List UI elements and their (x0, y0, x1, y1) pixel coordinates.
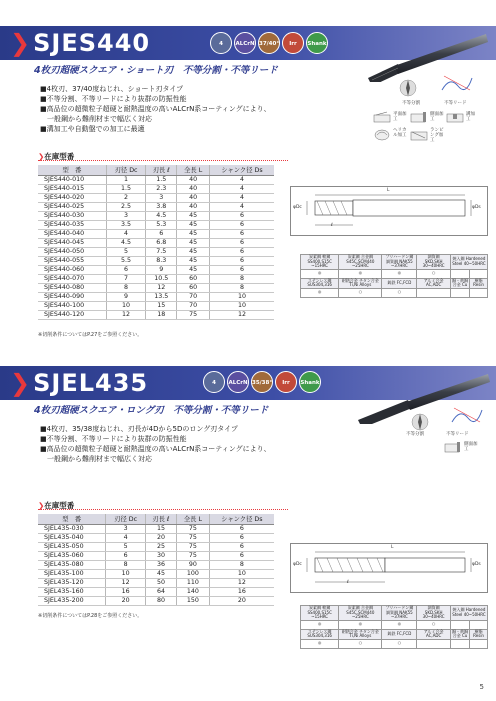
table-cell: 75 (177, 542, 210, 551)
table-cell: 50 (145, 578, 176, 587)
section2-stock-title: ❯在庫型番 (38, 501, 75, 510)
table-cell: 70 (177, 301, 210, 310)
table-row (38, 229, 274, 238)
unequal-division-icon-2 (410, 412, 430, 432)
table-cell: 6 (209, 265, 274, 274)
part-number-cell: SJES440-080 (38, 283, 106, 292)
part-number-cell: SJES440-025 (38, 202, 106, 211)
badge2-flutes: 4 (203, 371, 225, 393)
part-number-cell: SJES440-090 (38, 292, 106, 301)
table-cell: 4.5 (106, 238, 145, 247)
table-cell: 20 (145, 533, 176, 542)
table-cell: 100 (177, 569, 210, 578)
table-cell: 10 (209, 292, 274, 301)
table-cell: 3.5 (106, 220, 145, 229)
badge2-shank: Shank (299, 371, 321, 393)
table-cell: 70 (177, 292, 210, 301)
process-face: 平面加工 (393, 112, 407, 122)
table-header-cell: 刃長 ℓ (145, 514, 176, 524)
table-cell: 6 (209, 524, 274, 533)
section2-subtitle: 4枚刃超硬スクエア・ロング刃 不等分割・不等リード (34, 405, 269, 416)
table-cell: 6.8 (146, 238, 177, 247)
part-number-cell: SJES440-010 (38, 175, 106, 184)
section1-material-table: 炭素鋼 軟鋼 SS400,S15C ~15HRC 炭素鋼 合金鋼 S45C,SCM440 ~25HRC プリハードン鋼 調質鋼 NAK55 ~37HRC 調質鋼 SKD,SKH 30~40HRC 焼入鋼 Hardened Steel 40~50HRC ◎ ◎ ◎ ○ ステンレス鋼 SUS304,316 耐熱合金 チタン合金 Ti,Ni Alloys 鋳鉄 FC,FCD アルミ合金 AC,ADC 銅・黄銅合金 Cu 樹脂 Resin ◎ ○ ○ (300, 254, 488, 298)
table-cell: 45 (177, 220, 210, 229)
part-number-cell: SJES440-060 (38, 265, 106, 274)
section2-dimension-drawing (290, 543, 488, 593)
table-cell: 110 (177, 578, 210, 587)
table-cell: 25 (145, 542, 176, 551)
part-number-cell: SJES440-120 (38, 310, 106, 319)
section1-dimension-drawing (290, 186, 488, 236)
table-cell: 5 (106, 542, 145, 551)
table-row (38, 175, 274, 184)
badge-helix: 37/40° (258, 32, 280, 54)
process-slot: 溝加工 (466, 112, 475, 122)
table-cell: 8 (106, 283, 145, 292)
face-milling-icon (373, 111, 391, 123)
table-row (38, 202, 274, 211)
table-row (38, 310, 274, 319)
table-header-cell: シャンク径 Ds (209, 165, 274, 175)
table-cell: 40 (177, 175, 210, 184)
badge-shank: Shank (306, 32, 328, 54)
table-cell: 3 (146, 193, 177, 202)
fig-label-division: 不等分割 (402, 101, 420, 106)
part-number-cell: SJES440-070 (38, 274, 106, 283)
table-row (38, 301, 274, 310)
side-milling-icon-2 (444, 441, 462, 453)
slotting-icon (446, 111, 464, 123)
dim2-flute-length: ℓ (347, 580, 349, 585)
table-header-cell: 刃径 Dc (106, 514, 145, 524)
part-number-cell: SJES440-055 (38, 256, 106, 265)
table-cell: 4 (106, 229, 145, 238)
table-cell: 12 (209, 578, 274, 587)
table-cell: 4 (209, 193, 274, 202)
table-cell: 10 (209, 301, 274, 310)
section2-code: ❯SJEL435 (10, 369, 149, 397)
table-cell: 6 (106, 551, 145, 560)
table-cell: 140 (177, 587, 210, 596)
table-cell: 15 (146, 301, 177, 310)
section1-spec-table (38, 165, 274, 320)
table-cell: 90 (177, 560, 210, 569)
table-cell: 3 (106, 524, 145, 533)
table-cell: 7 (106, 274, 145, 283)
table-cell: 6 (209, 229, 274, 238)
table-cell: 6 (209, 247, 274, 256)
table-header-cell: 刃径 Dc (106, 165, 145, 175)
section1-subtitle: 4枚刃超硬スクエア・ショート刃 不等分割・不等リード (34, 65, 278, 76)
section2-features: ■4枚刃、35/38度ねじれ、刃長が4Dから5Dのロング刃タイプ ■不等分割、不等リードにより抜群の防振性能 ■高品位の超微粒子超硬と耐熱温度の高いALCrN系コーティングにより、 一般鋼から難削材まで幅広く対応 (40, 425, 271, 463)
dim-flute-length: ℓ (331, 223, 333, 228)
badge-coating: ALCrN (234, 32, 256, 54)
badge2-helix: 35/38° (251, 371, 273, 393)
table-cell: 6 (209, 220, 274, 229)
table-row (38, 211, 274, 220)
table-cell: 6 (146, 229, 177, 238)
part-number-cell: SJEL435-200 (38, 596, 106, 605)
dim2-overall-length: L (391, 545, 394, 550)
unequal-lead-icon-2 (450, 404, 484, 426)
table-row (38, 551, 274, 560)
side-milling-icon (410, 111, 428, 123)
table-cell: 10 (106, 301, 145, 310)
part-number-cell: SJES440-020 (38, 193, 106, 202)
section1-code: ❯SJES440 (10, 29, 151, 57)
table-cell: 45 (177, 229, 210, 238)
table-cell: 2.3 (146, 184, 177, 193)
table-cell: 12 (106, 578, 145, 587)
dim-overall-length: L (387, 188, 390, 193)
table-row (38, 283, 274, 292)
process-side: 側面加工 (430, 112, 444, 122)
table-cell: 40 (177, 202, 210, 211)
table-cell: 6 (209, 211, 274, 220)
table-cell: 5.3 (146, 220, 177, 229)
table-cell: 8 (209, 560, 274, 569)
part-number-cell: SJES440-045 (38, 238, 106, 247)
table-header-cell: 全長 L (177, 514, 210, 524)
table-header-cell: 型 番 (38, 514, 106, 524)
table-cell: 10 (106, 569, 145, 578)
table-cell: 2.5 (106, 202, 145, 211)
table-cell: 45 (177, 238, 210, 247)
section2-material-table: 炭素鋼 軟鋼 SS400,S15C ~15HRC 炭素鋼 合金鋼 S45C,SCM440 ~25HRC プリハードン鋼 調質鋼 NAK55 ~37HRC 調質鋼 SKD,SKH 30~40HRC 焼入鋼 Hardened Steel 40~50HRC ◎ ◎ ◎ ○ ステンレス鋼 SUS304,316 耐熱合金 チタン合金 Ti,Ni Alloys 鋳鉄 FC,FCD アルミ合金 AC,ADC 銅・黄銅合金 Cu 樹脂 Resin ◎ ○ ○ (300, 605, 488, 649)
table-header-cell: 型 番 (38, 165, 106, 175)
table-header-cell: 刃長 ℓ (146, 165, 177, 175)
table-row (38, 256, 274, 265)
table-cell: 40 (177, 184, 210, 193)
section1-note: ※切削条件についてはP.27をご参照ください。 (38, 332, 143, 338)
fig2-label-lead: 不等リード (446, 432, 469, 437)
unequal-division-icon (398, 78, 418, 98)
dim-cutting-diameter: φDc (293, 205, 302, 210)
table-cell: 20 (209, 596, 274, 605)
table-cell: 75 (177, 551, 210, 560)
table-row (38, 238, 274, 247)
table-cell: 8.3 (146, 256, 177, 265)
section1-stock-title: ❯在庫型番 (38, 152, 75, 161)
table-cell: 5.5 (106, 256, 145, 265)
table-header-cell: 全長 L (177, 165, 210, 175)
table-cell: 9 (146, 265, 177, 274)
table-cell: 30 (145, 551, 176, 560)
table-cell: 4 (209, 175, 274, 184)
process-ramping: ランピング加工 (430, 128, 444, 143)
table-row (38, 560, 274, 569)
table-cell: 8 (209, 283, 274, 292)
table-cell: 40 (177, 193, 210, 202)
table-cell: 6 (209, 542, 274, 551)
page-number: 5 (479, 683, 484, 691)
table-cell: 60 (177, 274, 210, 283)
process2-side: 側面加工 (464, 442, 478, 452)
table-row (38, 292, 274, 301)
table-row (38, 193, 274, 202)
unequal-lead-icon (440, 72, 474, 94)
table-row (38, 184, 274, 193)
part-number-cell: SJEL435-040 (38, 533, 106, 542)
table-cell: 16 (106, 587, 145, 596)
table-cell: 9 (106, 292, 145, 301)
table-cell: 75 (177, 533, 210, 542)
part-number-cell: SJES440-100 (38, 301, 106, 310)
ramping-icon (410, 127, 428, 141)
part-number-cell: SJEL435-050 (38, 542, 106, 551)
table-cell: 10.5 (146, 274, 177, 283)
table-header-cell: シャンク径 Ds (209, 514, 274, 524)
part-number-cell: SJES440-040 (38, 229, 106, 238)
table-row (38, 587, 274, 596)
table-cell: 16 (209, 587, 274, 596)
part-number-cell: SJES440-015 (38, 184, 106, 193)
table-cell: 2 (106, 193, 145, 202)
table-cell: 4.5 (146, 211, 177, 220)
table-cell: 1 (106, 175, 145, 184)
badge2-irregular: Irr (275, 371, 297, 393)
part-number-cell: SJES440-035 (38, 220, 106, 229)
table-cell: 45 (177, 247, 210, 256)
table-cell: 18 (146, 310, 177, 319)
part-number-cell: SJEL435-120 (38, 578, 106, 587)
table-cell: 4 (209, 202, 274, 211)
table-cell: 20 (106, 596, 145, 605)
table-cell: 8 (106, 560, 145, 569)
table-row (38, 596, 274, 605)
table-cell: 1.5 (106, 184, 145, 193)
section2-spec-table (38, 514, 274, 606)
part-number-cell: SJEL435-160 (38, 587, 106, 596)
table-cell: 4 (106, 533, 145, 542)
table-cell: 7.5 (146, 247, 177, 256)
table-cell: 150 (177, 596, 210, 605)
process-helical: ヘリカル加工 (393, 128, 407, 138)
table-cell: 80 (145, 596, 176, 605)
dim2-cutting-diameter: φDc (293, 562, 302, 567)
table-cell: 12 (209, 310, 274, 319)
table-cell: 3.8 (146, 202, 177, 211)
table-cell: 6 (106, 265, 145, 274)
table-cell: 45 (177, 256, 210, 265)
table-cell: 60 (177, 283, 210, 292)
part-number-cell: SJEL435-060 (38, 551, 106, 560)
table-cell: 1.5 (146, 175, 177, 184)
table-cell: 8 (209, 274, 274, 283)
table-header-row (38, 514, 274, 524)
section2-note: ※切削条件についてはP.28をご参照ください。 (38, 613, 143, 619)
table-cell: 36 (145, 560, 176, 569)
part-number-cell: SJES440-050 (38, 247, 106, 256)
table-cell: 6 (209, 256, 274, 265)
part-number-cell: SJEL435-080 (38, 560, 106, 569)
table-row (38, 578, 274, 587)
table-cell: 12 (106, 310, 145, 319)
table-row (38, 265, 274, 274)
table-row (38, 524, 274, 533)
table-cell: 13.5 (146, 292, 177, 301)
section1-features: ■4枚刃、37/40度ねじれ、ショート刃タイプ ■不等分割、不等リードにより抜群の防振性能 ■高品位の超微粒子超硬と耐熱温度の高いALCrN系コーティングにより、 一般鋼から難削材まで幅広く対応 ■溝加工や自動盤での加工に最適 (40, 85, 271, 133)
table-cell: 12 (146, 283, 177, 292)
table-row (38, 533, 274, 542)
table-row (38, 220, 274, 229)
table-header-row (38, 165, 274, 175)
table-cell: 6 (209, 533, 274, 542)
table-cell: 45 (177, 265, 210, 274)
section2-divider (38, 509, 288, 510)
table-cell: 3 (106, 211, 145, 220)
table-row (38, 274, 274, 283)
dim-shank-diameter: φDs (472, 205, 481, 210)
helical-milling-icon (373, 127, 391, 141)
table-cell: 6 (209, 238, 274, 247)
part-number-cell: SJEL435-100 (38, 569, 106, 578)
table-cell: 45 (177, 211, 210, 220)
fig-label-lead: 不等リード (444, 101, 467, 106)
badge-flutes: 4 (210, 32, 232, 54)
table-row (38, 542, 274, 551)
part-number-cell: SJES440-030 (38, 211, 106, 220)
section1-divider (38, 160, 288, 161)
table-cell: 4 (209, 184, 274, 193)
table-row (38, 247, 274, 256)
table-cell: 45 (145, 569, 176, 578)
table-cell: 10 (209, 569, 274, 578)
part-number-cell: SJEL435-030 (38, 524, 106, 533)
table-cell: 75 (177, 310, 210, 319)
badge-irregular: Irr (282, 32, 304, 54)
badge2-coating: ALCrN (227, 371, 249, 393)
table-cell: 6 (209, 551, 274, 560)
table-cell: 15 (145, 524, 176, 533)
fig2-label-division: 不等分割 (406, 432, 424, 437)
table-cell: 64 (145, 587, 176, 596)
dim2-shank-diameter: φDs (472, 562, 481, 567)
table-cell: 75 (177, 524, 210, 533)
table-cell: 5 (106, 247, 145, 256)
table-row (38, 569, 274, 578)
